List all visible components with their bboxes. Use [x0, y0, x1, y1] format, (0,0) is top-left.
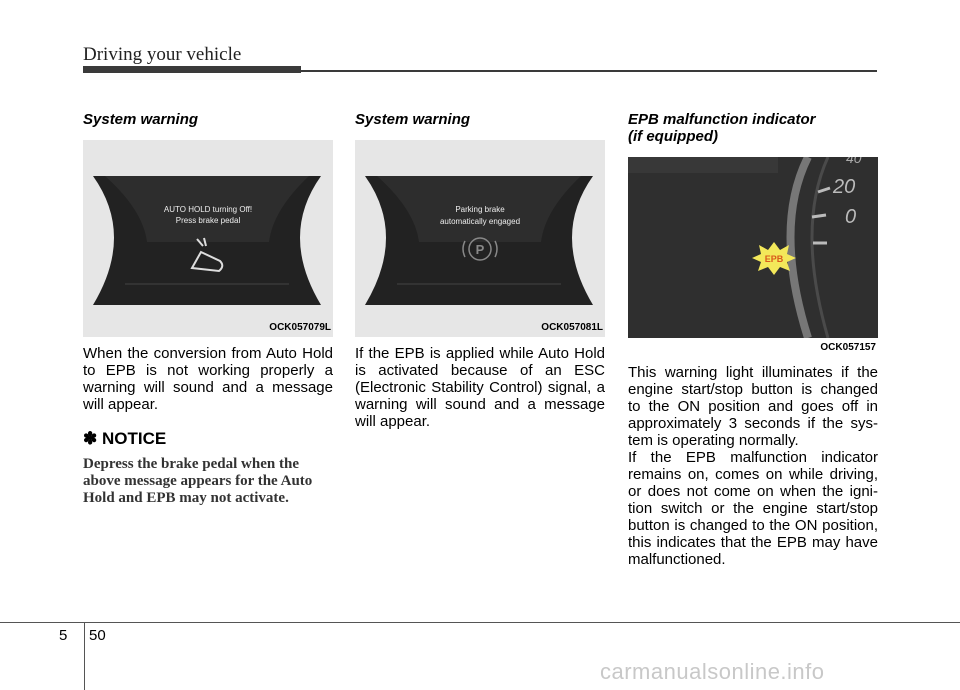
- header-rule: [301, 70, 877, 72]
- auto-hold-display-illustration: [83, 140, 333, 337]
- parking-brake-display-illustration: [355, 140, 605, 337]
- header-bar: [83, 66, 301, 73]
- display-line-2: automatically engaged: [439, 217, 521, 226]
- notice-title: ✽ NOTICE: [83, 429, 167, 448]
- page-header-title: Driving your vehicle: [83, 44, 242, 65]
- footer-divider: [84, 622, 85, 690]
- gauge-label-20: 20: [833, 176, 856, 198]
- heading-line-2: (if equipped): [628, 128, 718, 145]
- figure-code: OCK057081L: [541, 322, 603, 333]
- section-number: 5: [59, 627, 68, 644]
- body-paragraph-2: If the EPB malfunction indicator remains on, comes on while driving, or does not come on when the igni-tion switch or the engine start/stop button is changed to the ON position, this indicates that the EPB may have malfunctioned.: [628, 449, 878, 568]
- body-paragraph-1: This warning light illuminates if the engine start/stop button is changed to the ON position and goes off in approximately 3 seconds if the sys-tem is operating normally.: [628, 364, 878, 449]
- svg-text:EPB: EPB: [764, 254, 784, 264]
- watermark: carmanualsonline.info: [600, 659, 825, 684]
- display-line-1: AUTO HOLD turning Off!: [163, 205, 253, 214]
- footer-rule: [0, 622, 960, 623]
- section-heading: System warning: [355, 111, 471, 128]
- gauge-label-0: 0: [845, 206, 857, 228]
- section-heading: System warning: [83, 111, 199, 128]
- column-auto-hold-warning: [83, 111, 333, 506]
- instrument-cluster-figure: [628, 157, 878, 357]
- column-parking-brake-warning: [355, 111, 605, 430]
- body-paragraph: If the EPB is applied while Auto Hold is activated because of an ESC (Electronic Stability Control) signal, a warning will sound and a message will appear.: [355, 345, 605, 430]
- heading-line-1: EPB malfunction indicator: [628, 111, 816, 128]
- svg-text:P: P: [475, 242, 485, 257]
- cluster-display-figure: [355, 140, 605, 337]
- column-epb-malfunction-indicator: [628, 111, 878, 568]
- display-line-1: Parking brake: [455, 205, 505, 214]
- gauge-label-40: 40: [846, 157, 862, 166]
- figure-code: OCK057157: [820, 342, 876, 353]
- display-line-2: Press brake pedal: [175, 216, 241, 225]
- page-number: 50: [89, 627, 106, 644]
- cluster-display-figure: [83, 140, 333, 337]
- section-heading: [628, 111, 878, 145]
- figure-code: OCK057079L: [269, 322, 331, 333]
- epb-cluster-illustration: [628, 157, 878, 338]
- notice-text: Depress the brake pedal when the above message appears for the Auto Hold and EPB may not activate.: [83, 456, 313, 506]
- body-paragraph: When the conversion from Auto Hold to EPB is not working properly a warning will sound and a message will appear.: [83, 345, 333, 413]
